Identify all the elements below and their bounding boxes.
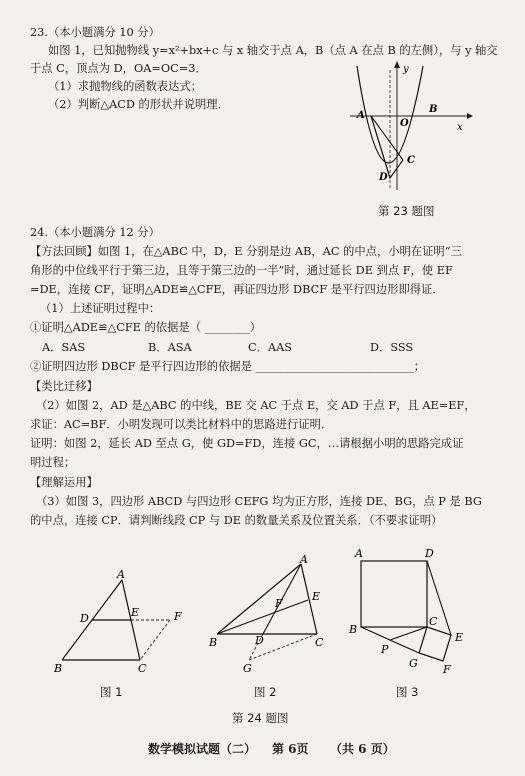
fig2-label-a: A: [300, 554, 308, 566]
fig2-caption: 图 2: [254, 685, 277, 699]
q24-method-line1: 【方法回顾】如图 1，在△ABC 中，D，E 分别是边 AB，AC 的中点，小明在证明“三: [30, 245, 462, 258]
fig3-label-f: F: [443, 663, 451, 676]
fig1-caption: 图 1: [100, 685, 123, 699]
fig3-label-a: A: [355, 547, 363, 560]
q23-figure-caption: 第 23 题图: [378, 204, 435, 218]
footer-page: 第 6页: [272, 742, 309, 756]
square-cefg: [419, 627, 451, 661]
q24-q2-line4: 明过程；: [30, 456, 76, 469]
x-axis-arrow: [467, 113, 473, 119]
fig1-label-e: E: [131, 606, 140, 619]
q23-header: 23.（本小题满分 10 分）: [30, 26, 160, 39]
q24-header: 24.（本小题满分 12 分）: [30, 226, 160, 239]
segment-ad: [371, 116, 390, 178]
fig3-label-g: G: [409, 657, 418, 670]
footer-total: （共 6 页）: [330, 742, 395, 756]
q24-q1a: ①证明△ADE≌△CFE 的依据是（ ________）: [30, 321, 262, 334]
square-abcd: [361, 561, 427, 627]
option-a: A．SAS: [42, 341, 86, 354]
option-c: C．AAS: [248, 341, 292, 354]
segment-cp: [390, 627, 427, 640]
q24-q1b: ②证明四边形 DBCF 是平行四边形的依据是 ____________________________；: [30, 360, 426, 373]
q23-part2: （2）判断△ACD 的形状并说明理．: [48, 98, 229, 111]
analogy-header: 【类比迁移】: [30, 380, 98, 393]
fig2-label-c: C: [315, 636, 324, 649]
fig2-label-d: D: [255, 634, 264, 647]
q23-part1: （1）求抛物线的函数表达式；: [48, 80, 203, 93]
fig3-label-p: P: [381, 643, 389, 656]
label-a: A: [357, 110, 365, 121]
q24-q3-line1: （3）如图 3，四边形 ABCD 与四边形 CEFG 均为正方形，连接 DE、BG，点 P 是 BG: [36, 495, 482, 508]
segment-ab: [217, 564, 301, 634]
q24-q1: （1）上述证明过程中：: [40, 302, 161, 315]
segment-cf: [140, 620, 170, 660]
fig3-label-e: E: [455, 631, 464, 644]
q24-q3-line2: 的中点，连接 CP．请判断线段 CP 与 DE 的数量关系及位置关系．（不要求证明）: [30, 514, 443, 527]
label-o: O: [400, 118, 409, 129]
q24-method-line2: 角形的中位线平行于第三边，且等于第三边的一半”时，通过延长 DE 到点 F，使 EF: [30, 264, 453, 277]
q24-method-line3: =DE，连接 CF，证明△ADE≌△CFE，再证四边形 DBCF 是平行四边形即得证．: [30, 283, 444, 296]
option-d: D．SSS: [370, 341, 414, 354]
fig3-label-d: D: [425, 547, 434, 560]
option-b: B．ASA: [148, 341, 192, 354]
footer-title: 数学模拟试题（二）: [148, 742, 257, 756]
q23-stem-line1: 如图 1，已知抛物线 y=x²+bx+c 与 x 轴交于点 A，B（点 A 在点 B 的左侧），与 y 轴交: [48, 44, 498, 57]
q24-figure-caption: 第 24 题图: [232, 711, 289, 725]
segment-be: [217, 600, 308, 634]
fig1-label-a: A: [117, 568, 125, 581]
fig2-label-g: G: [243, 662, 252, 675]
label-x: x: [457, 122, 463, 133]
fig3-label-b: B: [349, 623, 358, 636]
q23-parabola-figure: [345, 60, 475, 195]
fig2-label-b: B: [209, 636, 218, 649]
figure-3: [345, 545, 480, 680]
label-d: D: [379, 172, 388, 183]
figure-2: [205, 554, 335, 678]
y-axis-arrow: [394, 61, 400, 68]
fig2-label-f: F: [275, 597, 283, 610]
fig1-label-d: D: [80, 612, 89, 625]
apply-header: 【理解运用】: [30, 476, 98, 489]
fig2-label-e: E: [312, 590, 321, 603]
label-y: y: [403, 64, 409, 75]
figure-1: [48, 568, 198, 678]
fig3-label-c: C: [429, 615, 438, 628]
fig1-label-c: C: [138, 662, 147, 675]
label-b: B: [429, 104, 438, 115]
q23-stem-line2: 于点 C，顶点为 D，OA=OC=3．: [30, 62, 207, 75]
fig1-label-b: B: [54, 662, 63, 675]
q24-q2-line2: 求证：AC=BF．小明发现可以类比材料中的思路进行证明．: [30, 418, 333, 431]
label-c: C: [407, 155, 415, 166]
fig1-label-f: F: [174, 610, 182, 623]
q24-q2-line3: 证明：如图 2，延长 AD 至点 G，使 GD=FD，连接 GC，…请根据小明的思路完成证: [30, 437, 464, 450]
fig3-caption: 图 3: [396, 685, 419, 699]
q24-q2-line1: （2）如图 2，AD 是△ABC 的中线，BE 交 AC 于点 E，交 AD 于点 F，且 AE=EF，: [36, 399, 476, 412]
